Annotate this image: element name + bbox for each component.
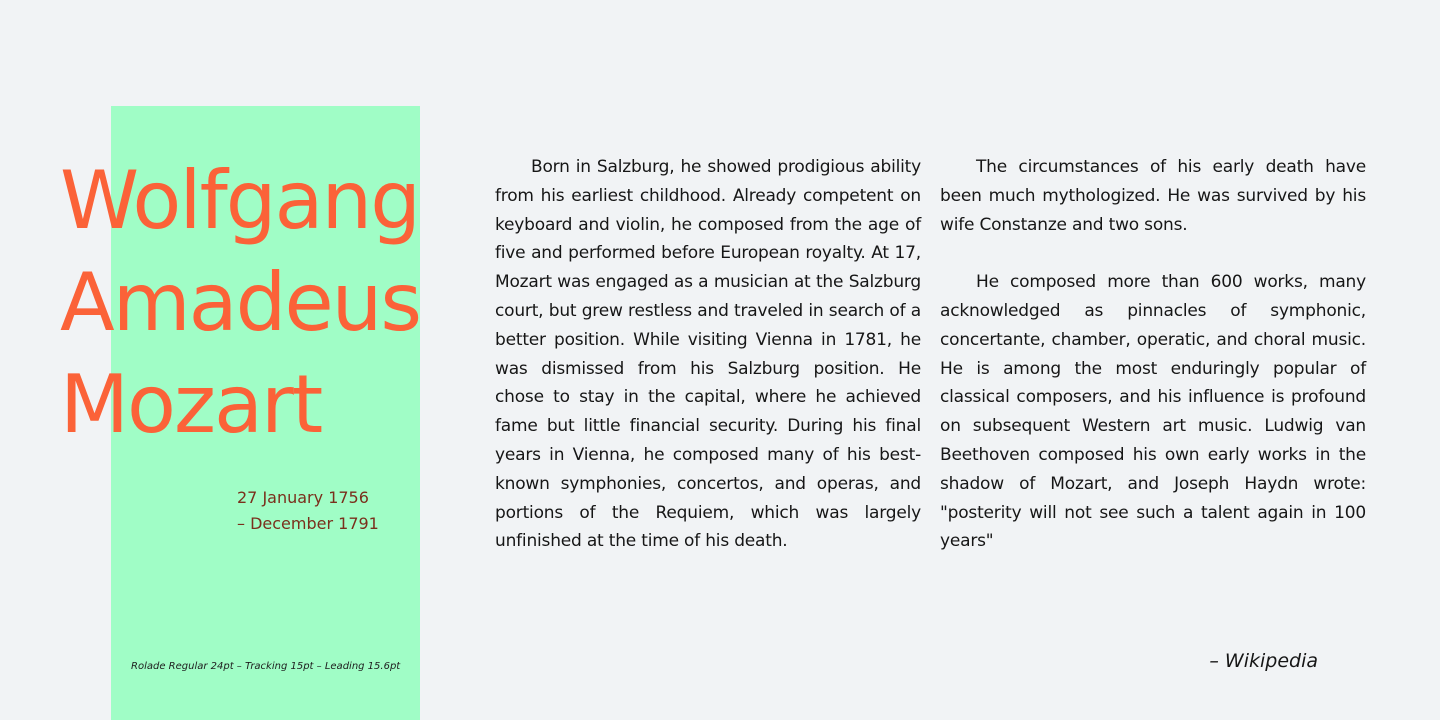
- text-column-left: [495, 153, 921, 556]
- legacy-paragraph: He composed more than 600 works, many acknowledged as pinnacles of symphonic, concertante, chamber, operatic, and choral music. He is among the most enduringly popular of classical composers, and his influence is profound on subsequent Western art music. Ludwig van Beethoven composed his own early works in the shadow of Mozart, and Joseph Haydn wrote: "posterity will not see such a talent again in 100 years": [940, 272, 1366, 552]
- composer-name: [60, 150, 420, 456]
- death-paragraph: The circumstances of his early death have been much mythologized. He was survived by his wife Constanze and two sons.: [940, 157, 1366, 235]
- birth-date: 27 January 1756: [237, 488, 369, 507]
- text-column-right: [940, 153, 1366, 556]
- name-first: Wolfgang: [60, 154, 420, 247]
- font-specimen-caption: Rolade Regular 24pt – Tracking 15pt – Leading 15.6pt: [131, 661, 401, 672]
- biography-paragraph: Born in Salzburg, he showed prodigious ability from his earliest childhood. Already competent on keyboard and violin, he composed from the age of five and performed before European royalty. At 17, Mozart was engaged as a musician at the Salzburg court, but grew restless and traveled in search of a better position. While visiting Vienna in 1781, he was dismissed from his Salzburg position. He chose to stay in the capital, where he achieved fame but little financial security. During his final years in Vienna, he composed many of his best-known symphonies, concertos, and operas, and portions of the Requiem, which was largely unfinished at the time of his death.: [495, 157, 921, 552]
- name-middle: Amadeus: [60, 256, 421, 349]
- life-dates: [237, 485, 379, 537]
- name-last: Mozart: [60, 358, 322, 451]
- source-attribution: – Wikipedia: [1209, 650, 1318, 672]
- death-date: – December 1791: [237, 514, 379, 533]
